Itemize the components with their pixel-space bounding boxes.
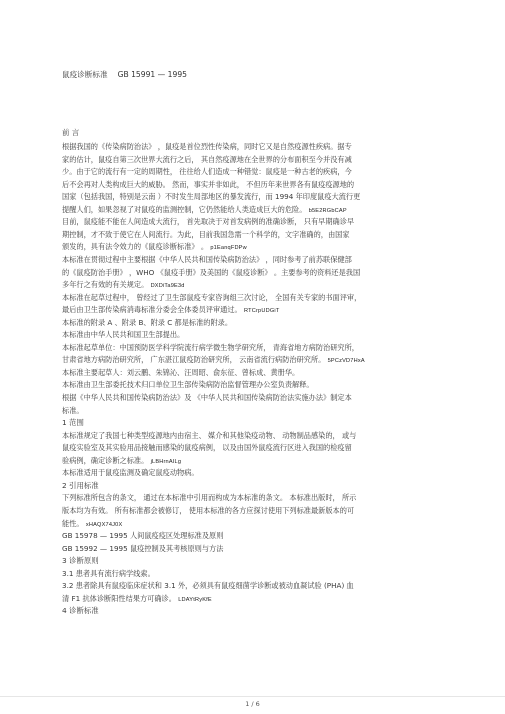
line-text: 少。由于它的流行有一定的周期性， 往往给人们造成一种错觉：鼠疫是一种古老的疾病，今 bbox=[62, 167, 352, 177]
line-text: 1 范围 bbox=[62, 418, 84, 428]
text-line bbox=[62, 217, 477, 226]
line-text: 本标准适用于鼠疫监测及确定鼠疫动物病。 bbox=[62, 468, 199, 478]
text-line bbox=[62, 468, 477, 477]
line-text: 能性。 bbox=[62, 518, 84, 528]
line-text: 的《鼠疫防治手册》 ，WHO 《鼠疫手册》及美国的《鼠疫诊断》 。主要参考的资料还是我国 bbox=[62, 267, 361, 277]
line-text: 版本均为有效。 所有标准都会被修订， 使用本标准的各方应探讨使用下列标准最新版本的可 bbox=[62, 505, 355, 515]
line-text: GB 15992 — 1995 鼠疫控制及其考核原则与方法 bbox=[62, 543, 224, 553]
line-text: 多年行之有效的有关规定。 bbox=[62, 280, 149, 290]
doc-code: b5E2RGbCAP bbox=[308, 207, 347, 214]
line-text: 甘肃省地方病防治研究所， 广东湛江鼠疫防治研究所， 云南省流行病防治研究所。 bbox=[62, 355, 326, 365]
text-line bbox=[62, 305, 477, 316]
doc-code: p1EanqFDPw bbox=[210, 245, 247, 252]
line-text: 目前，鼠疫能不能在人间造成大流行， 首先取决于对首发病例的准确诊断， 只有早期确诊早 bbox=[62, 217, 355, 227]
line-text: 国家（包括我国，特别是云南 ）不时发生局部地区的暴发流行，而 1994 年印度鼠疫大流行更 bbox=[62, 192, 361, 202]
line-text: 本标准的附录 A 、附录 B、附录 C 都是标准的附录。 bbox=[62, 317, 233, 327]
line-text: 提醒人们，如果忽视了对鼠疫的监测控制，它仍然能给人类造成巨大的危险。 bbox=[62, 204, 307, 214]
line-text: 鼠疫实验室及其实验用品接触而感染的鼠疫病例， 以及由国外鼠疫流行区进入我国的检疫留 bbox=[62, 443, 352, 453]
text-line bbox=[62, 230, 477, 239]
text-line bbox=[62, 431, 477, 440]
line-text: 4 诊断标准 bbox=[62, 606, 99, 616]
text-line bbox=[62, 544, 477, 553]
text-line bbox=[62, 293, 477, 302]
line-text: GB 15978 — 1995 人间鼠疫疫区处理标准及原则 bbox=[62, 531, 224, 541]
line-text: 标准。 bbox=[62, 405, 84, 415]
text-line bbox=[62, 456, 477, 467]
text-line bbox=[62, 493, 477, 502]
text-line bbox=[62, 531, 477, 540]
line-text: 3.2 患者除具有鼠疫临床症状和 3.1 外，必须具有鼠疫细菌学诊断或被动血凝试验 (PHA) 血 bbox=[62, 581, 354, 591]
line-text: 清 F1 抗体诊断阳性结果方可确诊。 bbox=[62, 593, 176, 603]
doc-code: LDAYtRyKfE bbox=[178, 596, 212, 603]
line-text: 3 诊断原则 bbox=[62, 556, 99, 566]
document-title: 鼠疫诊断标准 GB 15991 — 1995 bbox=[62, 70, 187, 79]
line-text: 最后由卫生部传染病消毒标准分委会全体委员评审通过。 bbox=[62, 305, 242, 315]
text-line bbox=[62, 192, 477, 201]
foreword-heading: 前 言 bbox=[62, 128, 80, 137]
section-heading bbox=[62, 606, 477, 615]
text-line bbox=[62, 330, 477, 339]
text-line bbox=[62, 380, 477, 389]
line-text: 本标准规定了我国七种类型疫源地内由宿主、 媒介和其他染疫动物、 动物制品感染的， 或与 bbox=[62, 430, 357, 440]
line-text: 后不会再对人类构成巨大的威胁。 然而，事实并非如此， 不但历年来世界各有鼠疫疫源地的 bbox=[62, 179, 355, 189]
line-text: 根据《中华人民共和国传染病防治法》及 《中华人民共和国传染病防治法实施办法》制定本 bbox=[62, 393, 352, 402]
line-text: 本标准在贯彻过程中主要根据《中华人民共和国传染病防治法》 ，同时参考了前苏联保健部 bbox=[62, 254, 352, 264]
line-text: 本标准在起草过程中， 曾经过了卫生部鼠疫专家咨询组三次讨论， 全国有关专家的书面评审， bbox=[62, 292, 362, 302]
doc-code: 5PCzVD7HxA bbox=[327, 358, 365, 365]
text-line bbox=[62, 142, 477, 151]
line-text: 验病例，确定诊断之标准。 bbox=[62, 455, 149, 465]
section-heading bbox=[62, 418, 477, 427]
section-heading bbox=[62, 556, 477, 565]
line-text: 家的估计，鼠疫自第三次世界大流行之后， 其自然疫源地在全世界的分布面积至今并没有减 bbox=[62, 154, 352, 164]
page-divider bbox=[0, 696, 505, 697]
doc-code: xHAQX74J0X bbox=[85, 521, 123, 528]
line-text: 本标准由中华人民共和国卫生部提出。 bbox=[62, 330, 185, 340]
text-line bbox=[62, 368, 477, 377]
section-heading bbox=[62, 481, 477, 490]
text-line bbox=[62, 318, 477, 327]
text-line bbox=[62, 393, 477, 402]
line-text: 期控制，才不致于使它在人间流行。为此，目前我国急需一个科学的，文字准确的，由国家 bbox=[62, 229, 350, 239]
text-line bbox=[62, 268, 477, 277]
text-line bbox=[62, 569, 477, 578]
text-line bbox=[62, 167, 477, 176]
text-line bbox=[62, 519, 477, 530]
doc-code: DXDiTa9E3d bbox=[150, 283, 185, 290]
line-text: 本标准主要起草人：刘云鹏、朱锦沁、汪周昭、俞东征、曾标成、黄册华。 bbox=[62, 367, 300, 377]
text-line bbox=[62, 406, 477, 415]
text-line bbox=[62, 280, 477, 291]
text-line bbox=[62, 155, 477, 164]
text-line bbox=[62, 594, 477, 605]
line-text: 下列标准所包含的条文， 通过在本标准中引用而构成为本标准的条文。 本标准出版时， 所示 bbox=[62, 493, 357, 503]
line-text: 3.1 患者具有流行病学线索。 bbox=[62, 568, 155, 578]
text-line bbox=[62, 242, 477, 253]
text-line bbox=[62, 343, 477, 352]
text-line bbox=[62, 581, 477, 590]
text-line bbox=[62, 255, 477, 264]
text-line bbox=[62, 443, 477, 452]
text-line bbox=[62, 205, 477, 216]
doc-code: jLBHrnAILg bbox=[150, 458, 182, 465]
text-line bbox=[62, 506, 477, 515]
line-text: 根据我国的《传染病防治法》 ，鼠疫是首位烈性传染病，同时它又是自然疫源性疾病。据专 bbox=[62, 142, 352, 151]
text-line bbox=[62, 355, 477, 366]
doc-code: RTCrpUDGiT bbox=[244, 308, 280, 315]
text-line bbox=[62, 180, 477, 189]
page-indicator: 1 / 6 bbox=[245, 700, 260, 708]
line-text: 颁发的，具有法令效力的《鼠疫诊断标准》 。 bbox=[62, 242, 209, 252]
line-text: 本标准起草单位：中国预防医学科学院流行病学微生物学研究所， 青海省地方病防治研究所， bbox=[62, 342, 359, 352]
line-text: 2 引用标准 bbox=[62, 480, 99, 490]
line-text: 本标准由卫生部委托技术归口单位卫生部传染病防治监督管理办公室负责解释。 bbox=[62, 380, 314, 390]
